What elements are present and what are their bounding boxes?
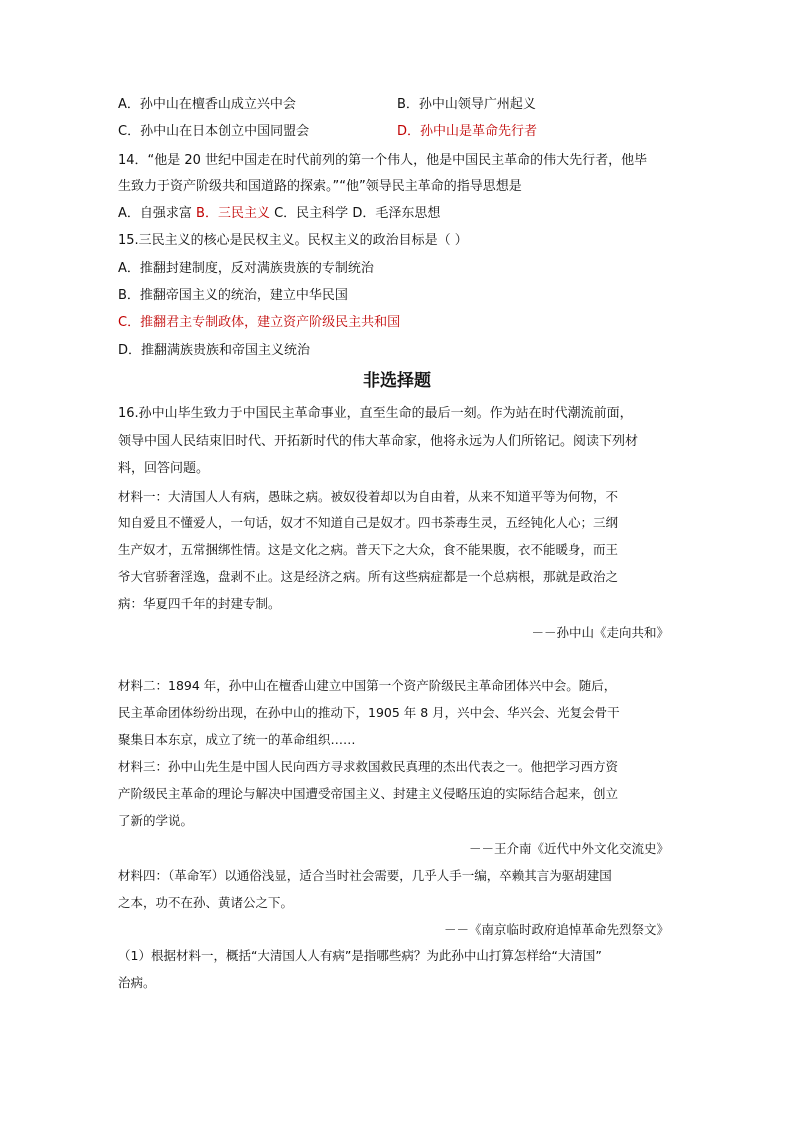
q13-option-d-answer: D．孙中山是革命先行者 — [397, 124, 538, 139]
material2-line3: 聚集日本东京，成立了统一的革命组织…… — [118, 732, 356, 747]
material1-source: －－孙中山《走向共和》 — [531, 625, 669, 640]
material2-line1: 材料二：1894 年，孙中山在檀香山建立中国第一个资产阶级民主革命团体兴中会。随后， — [118, 678, 617, 693]
material1-line5: 病：华夏四千年的封建专制。 — [118, 596, 281, 611]
q15-option-a: A．推翻封建制度，反对满族贵族的专制统治 — [118, 261, 374, 276]
material3-line1: 材料三：孙中山先生是中国人民向西方寻求救国救民真理的杰出代表之一。他把学习西方资 — [118, 759, 619, 774]
q16-stem-line1: 16.孙中山毕生致力于中国民主革命事业，直至生命的最后一刻。作为站在时代潮流前面， — [118, 406, 633, 421]
subquestion1-line1: （1）根据材料一，概括“大清国人人有病”是指哪些病？为此孙中山打算怎样给“大清国” — [118, 948, 602, 963]
material1-line2: 知自爱且不懂爱人，一句话，奴才不知道自己是奴才。四书荼毒生灵，五经钝化人心；三纲 — [118, 515, 619, 530]
q14-option-d: D．毛泽东思想 — [352, 206, 441, 221]
q14-option-a: A．自强求富 — [118, 206, 192, 221]
material1-line3: 生产奴才，五常捆绑性情。这是文化之病。普天下之大众，食不能果腹，衣不能暖身，而王 — [118, 542, 619, 557]
q14-stem-line2: 生致力于资产阶级共和国道路的探索。”“他”领导民主革命的指导思想是 — [118, 179, 522, 194]
material2-line2: 民主革命团体纷纷出现，在孙中山的推动下，1905 年 8 月，兴中会、华兴会、光复会骨干 — [118, 705, 620, 720]
q15-option-c-answer: C．推翻君主专制政体，建立资产阶级民主共和国 — [118, 315, 401, 330]
q14-stem-line1: 14．“他是 20 世纪中国走在时代前列的第一个伟人，他是中国民主革命的伟大先行者，他毕 — [118, 153, 648, 168]
material3-source: －－王介南《近代中外文化交流史》 — [468, 841, 669, 856]
q15-option-d: D．推翻满族贵族和帝国主义统治 — [118, 343, 311, 358]
material1-line4: 爷大官骄奢淫逸，盘剥不止。这是经济之病。所有这些病症都是一个总病根，那就是政治之 — [118, 569, 619, 584]
q16-stem-line3: 料，回答问题。 — [118, 461, 210, 476]
material4-line1: 材料四：（革命军）以通俗浅显，适合当时社会需要，几乎人手一编，卒赖其言为驱胡建国 — [118, 868, 612, 883]
subquestion1-line2: 治病。 — [118, 975, 156, 990]
q14-option-b-answer: B．三民主义 — [196, 206, 270, 221]
q16-stem-line2: 领导中国人民结束旧时代、开拓新时代的伟大革命家，他将永远为人们所铭记。阅读下列材 — [118, 434, 639, 449]
q15-stem: 15.三民主义的核心是民权主义。民权主义的政治目标是（ ） — [118, 233, 468, 248]
section-title: 非选择题 — [363, 371, 431, 391]
q13-option-b: B．孙中山领导广州起义 — [397, 97, 536, 112]
material4-line2: 之本，功不在孙、黄诸公之下。 — [118, 895, 294, 910]
q15-option-b: B．推翻帝国主义的统治，建立中华民国 — [118, 288, 348, 303]
material1-line1: 材料一：大清国人人有病，愚昧之病。被奴役着却以为自由着，从来不知道平等为何物，不 — [118, 489, 619, 504]
material3-line2: 产阶级民主革命的理论与解决中国遭受帝国主义、封建主义侵略压迫的实际结合起来，创立 — [118, 786, 619, 801]
material4-source: －－《南京临时政府追悼革命先烈祭文》 — [443, 922, 669, 937]
q13-option-c: C．孙中山在日本创立中国同盟会 — [118, 124, 310, 139]
q14-options — [118, 204, 440, 224]
material3-line3: 了新的学说。 — [118, 813, 194, 828]
q14-option-c: C．民主科学 — [274, 206, 349, 221]
q13-option-a: A．孙中山在檀香山成立兴中会 — [118, 97, 296, 112]
